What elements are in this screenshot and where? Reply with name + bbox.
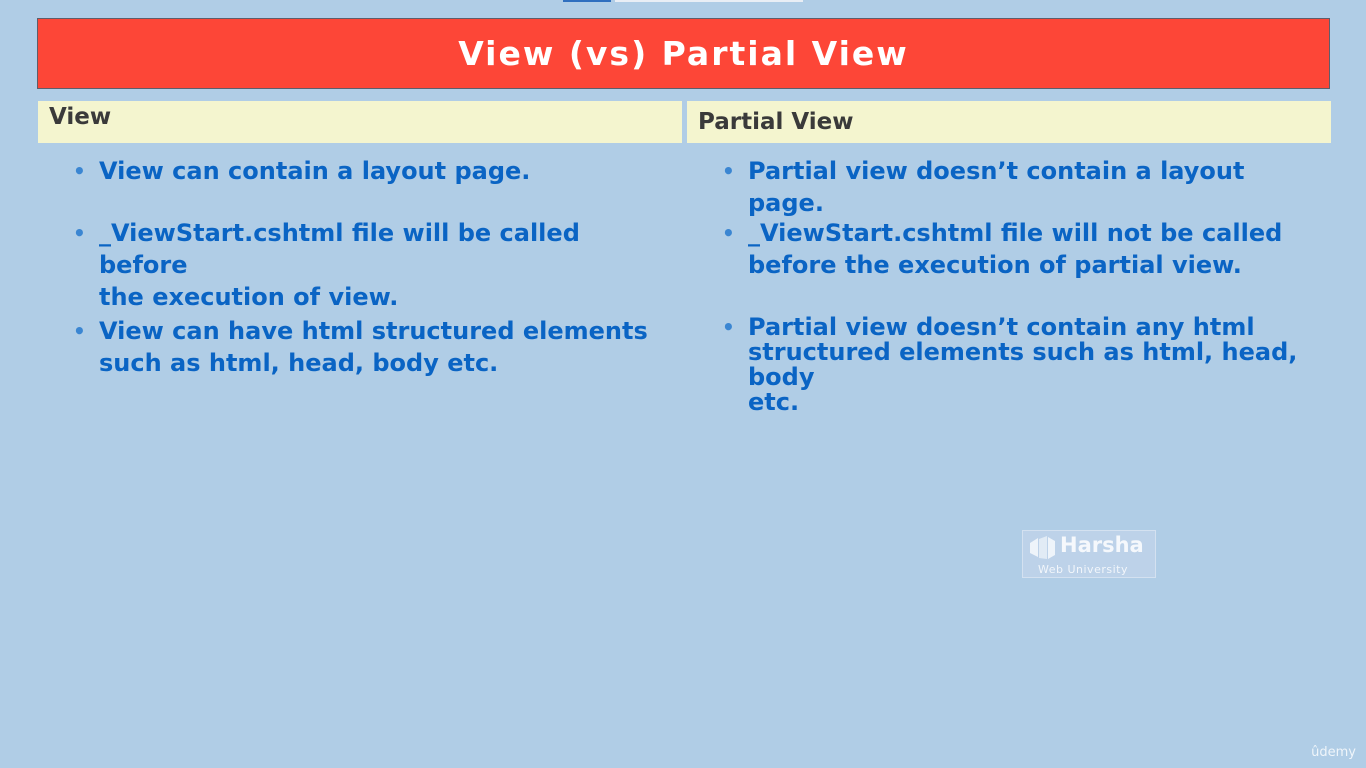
bullet-line: _ViewStart.cshtml file will be called before bbox=[99, 219, 580, 279]
bullet-line: structured elements such as html, head, body bbox=[748, 338, 1298, 391]
bullet-line: Partial view doesn’t contain a layout page. bbox=[748, 157, 1245, 217]
platform-logo: ûdemy bbox=[1311, 745, 1356, 760]
bullet-line: etc. bbox=[748, 388, 800, 416]
bullet-dot-icon: • bbox=[722, 221, 735, 245]
bullet-dot-icon: • bbox=[722, 159, 735, 183]
list-item bbox=[722, 313, 1328, 416]
top-progress-marks bbox=[563, 0, 803, 2]
bullet-line: View can contain a layout page. bbox=[99, 157, 531, 185]
top-mark-accent bbox=[563, 0, 611, 2]
column-header-partial-view: Partial View bbox=[687, 101, 1331, 143]
bullet-dot-icon: • bbox=[722, 315, 735, 339]
bullet-line: such as html, head, body etc. bbox=[99, 349, 499, 377]
bullet-dot-icon: • bbox=[73, 319, 86, 343]
harsha-watermark bbox=[1022, 530, 1156, 578]
harsha-logo-icon bbox=[1028, 535, 1056, 561]
list-item bbox=[73, 155, 531, 187]
watermark-subtitle: Web University bbox=[1038, 563, 1128, 576]
list-item bbox=[722, 155, 1328, 219]
bullet-line: Partial view doesn’t contain any html bbox=[748, 313, 1255, 341]
list-item bbox=[73, 315, 648, 379]
bullet-line: before the execution of partial view. bbox=[748, 251, 1242, 279]
list-item bbox=[722, 217, 1283, 281]
top-mark-light bbox=[615, 0, 803, 2]
slide-title: View (vs) Partial View bbox=[458, 34, 909, 73]
column-header-view: View bbox=[38, 101, 682, 143]
bullet-line: View can have html structured elements bbox=[99, 317, 648, 345]
slide-title-bar bbox=[37, 18, 1330, 89]
watermark-name: Harsha bbox=[1060, 533, 1144, 557]
list-item bbox=[73, 217, 659, 313]
bullet-dot-icon: • bbox=[73, 159, 86, 183]
bullet-line: _ViewStart.cshtml file will not be called bbox=[748, 219, 1283, 247]
bullet-dot-icon: • bbox=[73, 221, 86, 245]
bullet-line: the execution of view. bbox=[99, 283, 399, 311]
